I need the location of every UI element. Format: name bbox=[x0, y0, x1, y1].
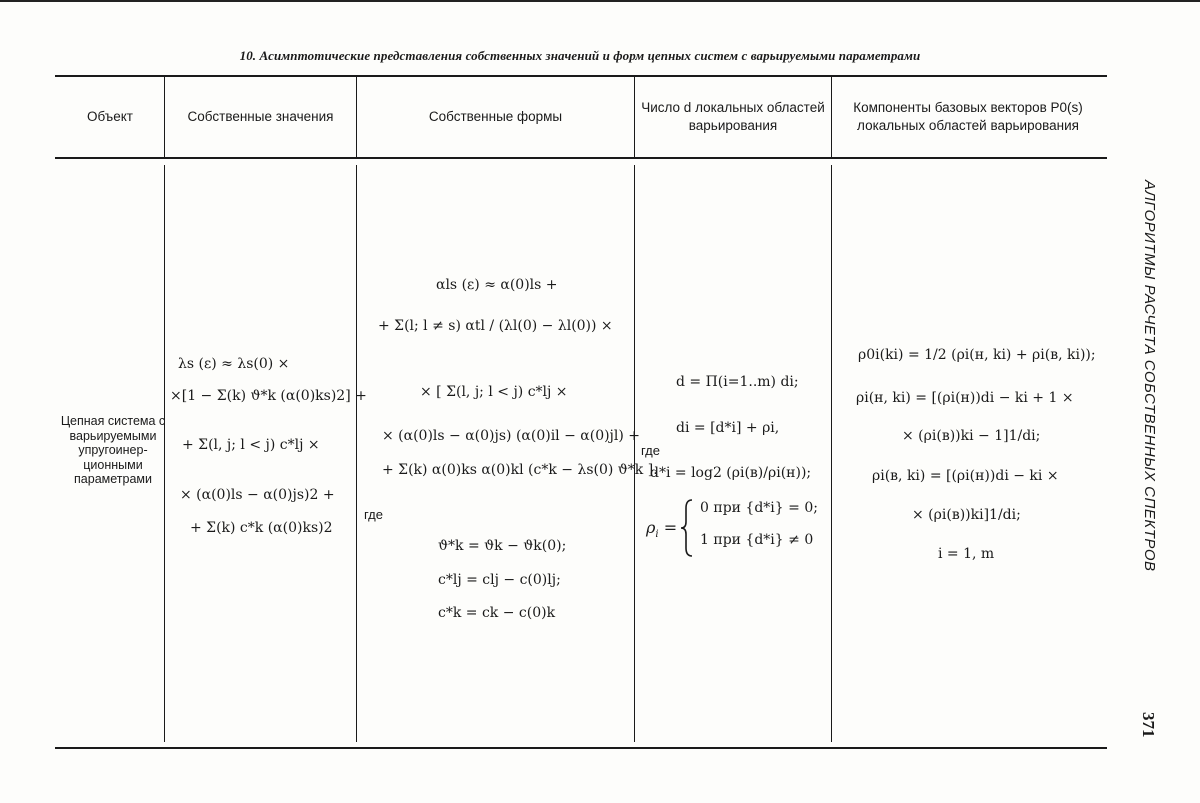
column-divider bbox=[831, 165, 832, 742]
eigenform-formula-line: + Σ(k) α(0)ks α(0)kl (c*k − λs(0) ϑ*k ]. bbox=[382, 462, 658, 478]
column-divider bbox=[634, 165, 635, 742]
eigenform-definition-line: ϑ*k = ϑk − ϑk(0); bbox=[438, 538, 567, 554]
eigenvalue-formula-line: + Σ(l, j; l < j) c*lj × bbox=[182, 437, 320, 453]
eigenform-definition-line: c*k = ck − c(0)k bbox=[438, 605, 556, 621]
regions-formula-line: d*i = log2 (ρi(в)/ρi(н)); bbox=[650, 465, 812, 481]
running-head: АЛГОРИТМЫ РАСЧЕТА СОБСТВЕННЫХ СПЕКТРОВ bbox=[1141, 180, 1158, 572]
table-caption: 10. Асимптотические представления собственных значений и форм цепных систем с варьируемыми параметрами bbox=[239, 48, 921, 63]
components-formula-line: ρ0i(ki) = 1/2 (ρi(н, ki) + ρi(в, ki)); bbox=[858, 347, 1096, 363]
top-border bbox=[0, 0, 1200, 2]
object-description: Цепная система с варьируемыми упругоинер-ционными параметрами bbox=[60, 414, 166, 487]
regions-case-line: 0 при {d*i} = 0; bbox=[700, 500, 818, 516]
components-formula-line: i = 1, m bbox=[938, 546, 995, 562]
eigenform-formula-line: + Σ(l; l ≠ s) αtl / (λl(0) − λl(0)) × bbox=[378, 318, 613, 334]
regions-case-line: 1 при {d*i} ≠ 0 bbox=[700, 532, 814, 548]
table-bottom-rule bbox=[55, 747, 1107, 749]
header-object: Объект bbox=[87, 109, 133, 124]
regions-formula-line: d = Π(i=1..m) di; bbox=[676, 374, 799, 390]
components-formula-line: ρi(в, ki) = [(ρi(н))di − ki × bbox=[872, 468, 1059, 484]
components-formula-line: ρi(н, ki) = [(ρi(н))di − ki + 1 × bbox=[856, 390, 1074, 406]
header-eigenvalues: Собственные значения bbox=[187, 109, 334, 124]
eigenvalue-formula-line: ×[1 − Σ(k) ϑ*k (α(0)ks)2] + bbox=[170, 388, 367, 404]
eigenvalue-formula-line: + Σ(k) c*k (α(0)ks)2 bbox=[190, 520, 333, 536]
eigenvalue-formula-line: λs (ε) ≈ λs(0) × bbox=[178, 356, 290, 372]
header-bottom-rule bbox=[55, 157, 1107, 159]
regions-formula-line: di = [d*i] + ρi, bbox=[676, 420, 780, 436]
where-label: где bbox=[364, 507, 383, 522]
eigenform-formula-line: × [ Σ(l, j; l < j) c*lj × bbox=[420, 384, 568, 400]
components-formula-line: × (ρi(в))ki]1/di; bbox=[912, 507, 1021, 523]
piecewise-brace bbox=[680, 498, 694, 558]
page-number: 371 bbox=[1139, 712, 1158, 738]
column-divider bbox=[356, 165, 357, 742]
eigenform-formula-line: αls (ε) ≈ α(0)ls + bbox=[436, 277, 558, 293]
eigenvalue-formula-line: × (α(0)ls − α(0)js)2 + bbox=[180, 487, 335, 503]
components-formula-line: × (ρi(в))ki − 1]1/di; bbox=[902, 428, 1041, 444]
rho-label: $\rho_i$ = bbox=[646, 518, 678, 541]
header-components: Компоненты базовых векторов P0(s) локальных областей варьирования bbox=[853, 100, 1083, 133]
header-num-regions: Число d локальных областей варьирования bbox=[641, 100, 825, 133]
eigenform-definition-line: c*lj = clj − c(0)lj; bbox=[438, 572, 561, 588]
eigenform-formula-line: × (α(0)ls − α(0)js) (α(0)il − α(0)jl) + bbox=[382, 428, 641, 444]
where-label: где bbox=[641, 443, 660, 458]
header-eigenforms: Собственные формы bbox=[428, 109, 563, 124]
